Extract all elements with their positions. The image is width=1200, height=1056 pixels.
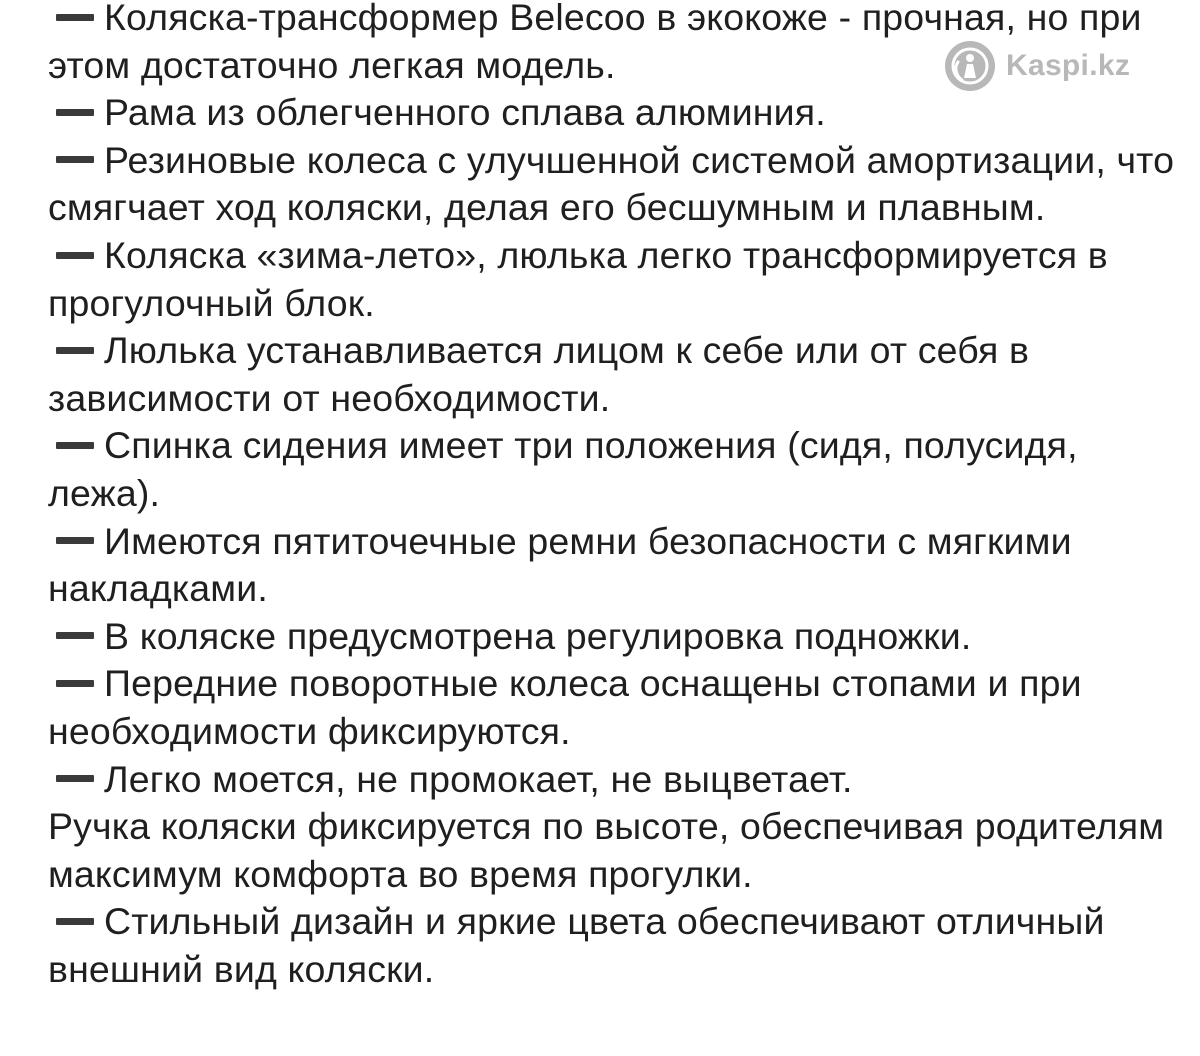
dash-icon (56, 918, 94, 925)
paragraph-text: Легко моется, не промокает, не выцветает. (104, 757, 853, 800)
paragraph-7 (48, 518, 1178, 613)
paragraph-text: Резиновые колеса с улучшенной системой амортизации, что смягчает ход коляски, делая его бесшумным и плавным. (48, 138, 1175, 229)
dash-icon (56, 680, 94, 687)
dash-icon (56, 156, 94, 163)
watermark-text: Kaspi.kz (1006, 49, 1131, 82)
paragraph-9 (48, 660, 1178, 755)
dash-icon (56, 252, 94, 259)
paragraph-8 (48, 613, 1178, 661)
paragraph-12 (48, 898, 1178, 993)
kaspi-watermark (944, 40, 1130, 92)
paragraph-text: В коляске предусмотрена регулировка подножки. (104, 614, 972, 657)
dash-icon (56, 537, 94, 544)
paragraph-text: Коляска-трансформер Belecoo в экокоже - прочная, но при этом достаточно легкая модель. (48, 0, 1142, 86)
paragraph-text: Рама из облегченного сплава алюминия. (104, 91, 826, 134)
description-text (48, 0, 1178, 993)
paragraph-3 (48, 137, 1178, 232)
dash-icon (56, 775, 94, 782)
dash-icon (56, 347, 94, 354)
paragraph-text: Передние поворотные колеса оснащены стопами и при необходимости фиксируются. (48, 662, 1082, 752)
paragraph-5 (48, 327, 1178, 422)
paragraph-text: Спинка сидения имеет три положения (сидя, полусидя, лежа). (48, 424, 1078, 514)
kaspi-logo-icon (944, 40, 996, 92)
paragraph-4 (48, 232, 1178, 327)
dash-icon (56, 442, 94, 449)
paragraph-text: Имеются пятиточечные ремни безопасности с мягкими накладками. (48, 519, 1072, 610)
paragraph-text: Стильный дизайн и яркие цвета обеспечивают отличный внешний вид коляски. (48, 900, 1105, 990)
paragraph-text: Ручка коляски фиксируется по высоте, обеспечивая родителям максимум комфорта во время прогулки. (48, 805, 1165, 895)
paragraph-text: Коляска «зима-лето», люлька легко трансформируется в прогулочный блок. (48, 233, 1108, 324)
paragraph-2 (48, 89, 1178, 137)
dash-icon (56, 632, 94, 639)
paragraph-10 (48, 756, 1178, 804)
paragraph-11 (48, 803, 1178, 898)
dash-icon (56, 14, 94, 21)
paragraph-text: Люлька устанавливается лицом к себе или от себя в зависимости от необходимости. (48, 329, 1030, 419)
dash-icon (56, 109, 94, 116)
paragraph-6 (48, 422, 1178, 517)
